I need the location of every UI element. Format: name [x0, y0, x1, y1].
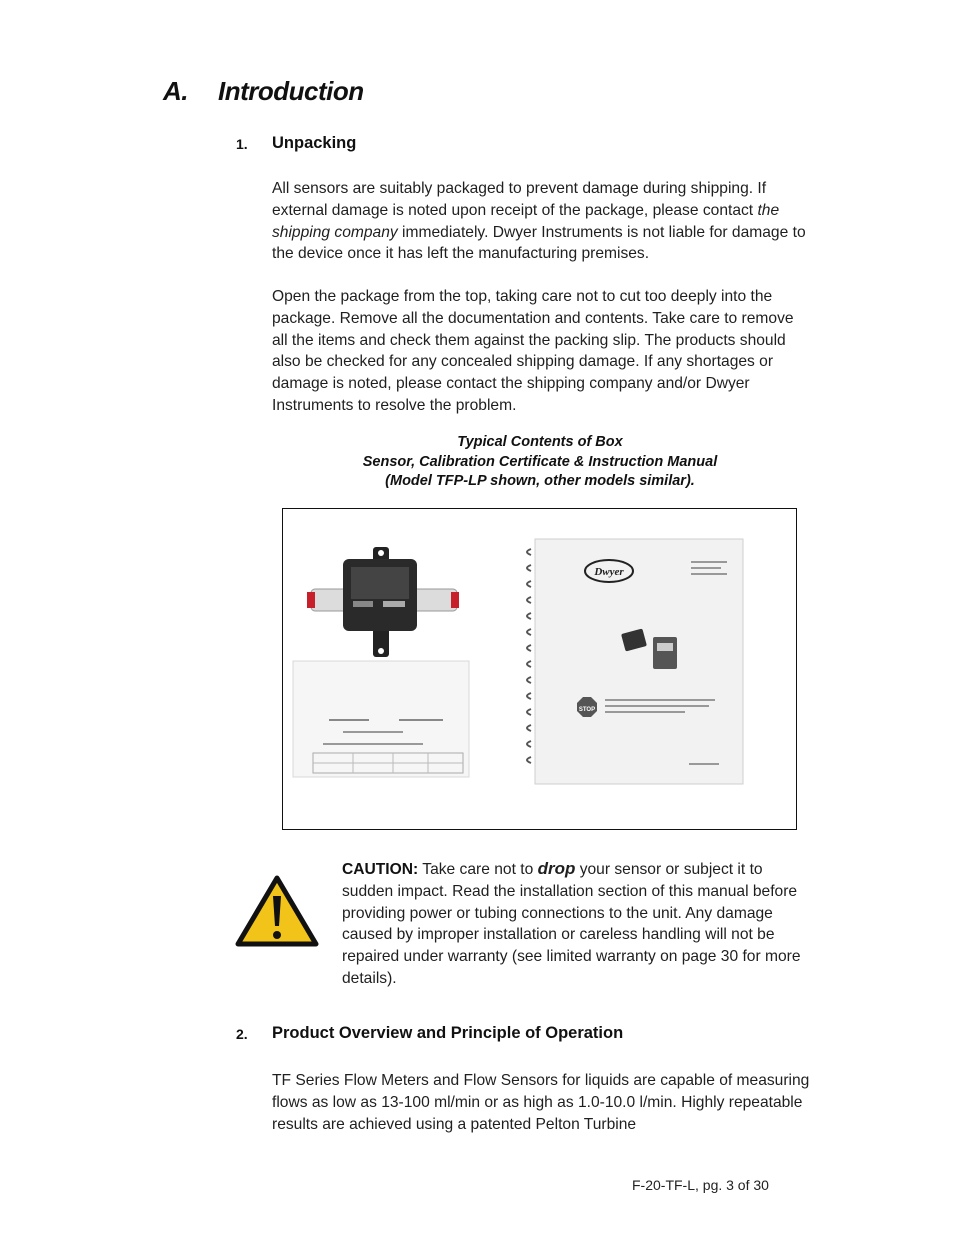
- caution-note: [342, 858, 812, 990]
- overview-number: 2.: [236, 1026, 248, 1042]
- box-contents-photo: [282, 508, 797, 830]
- caution-text: Take care not to: [418, 861, 538, 878]
- stop-sign-text: STOP: [578, 707, 596, 713]
- unpacking-heading-text: Unpacking: [272, 134, 357, 152]
- figure-caption: [282, 433, 798, 492]
- caption-line-1: Typical Contents of Box: [457, 434, 623, 450]
- page-footer: F-20-TF-L, pg. 3 of 30: [632, 1177, 769, 1193]
- overview-heading-text: Product Overview and Principle of Operation: [272, 1024, 624, 1042]
- calibration-certificate-image: [293, 661, 469, 777]
- unpacking-heading: [236, 134, 357, 153]
- paragraph-text: All sensors are suitably packaged to prevent damage during shipping. If external damage is noted upon receipt of the package, please contact: [272, 180, 767, 219]
- section-title-text: Introduction: [218, 76, 364, 106]
- overview-heading: [236, 1024, 624, 1043]
- box-contents-illustration: [283, 509, 795, 828]
- overview-paragraph: TF Series Flow Meters and Flow Sensors for liquids are capable of measuring flows as low as 13-100 ml/min or as high as 1.0-10.0 l/min. Highly repeatable results are achieved using a patented Pelton Turbine: [272, 1072, 810, 1133]
- unpacking-paragraph-1: [272, 178, 812, 265]
- section-title: [163, 76, 364, 107]
- instruction-manual-image: [527, 539, 743, 784]
- caution-emphasis: drop: [537, 859, 576, 878]
- unpacking-paragraph-2: Open the package from the top, taking care not to cut too deeply into the package. Remove all the documentation and contents. Take care to remove all the items and check them against the packing slip. The products should also be checked for any concealed shipping damage. If any shortages or damage is noted, please contact the shipping company and/or Dwyer Instruments to resolve the problem.: [272, 288, 794, 414]
- caption-line-2: Sensor, Calibration Certificate & Instruction Manual: [362, 453, 718, 470]
- caution-label: CAUTION:: [342, 861, 419, 878]
- manual-logo-text: Dwyer: [594, 566, 624, 578]
- paragraph-text: immediately. Dwyer Instruments is not liable for damage to the device once it has left the manufacturing premises.: [272, 223, 806, 263]
- caption-line-3: (Model TFP-LP shown, other models similar).: [385, 473, 695, 489]
- warning-triangle-icon: [234, 874, 320, 953]
- unpacking-number: 1.: [236, 136, 248, 152]
- caution-text: your sensor or subject it to sudden impact. Read the installation section of this manual before providing power or tubing connections to the unit. Any damage caused by improper installation or careless handling will not be repaired under warranty (see limited warranty on page 30 for more details).: [342, 861, 801, 987]
- paragraph-emphasis: the shipping company: [272, 201, 780, 241]
- section-number: A.: [163, 76, 188, 106]
- sensor-device-image: [307, 547, 459, 657]
